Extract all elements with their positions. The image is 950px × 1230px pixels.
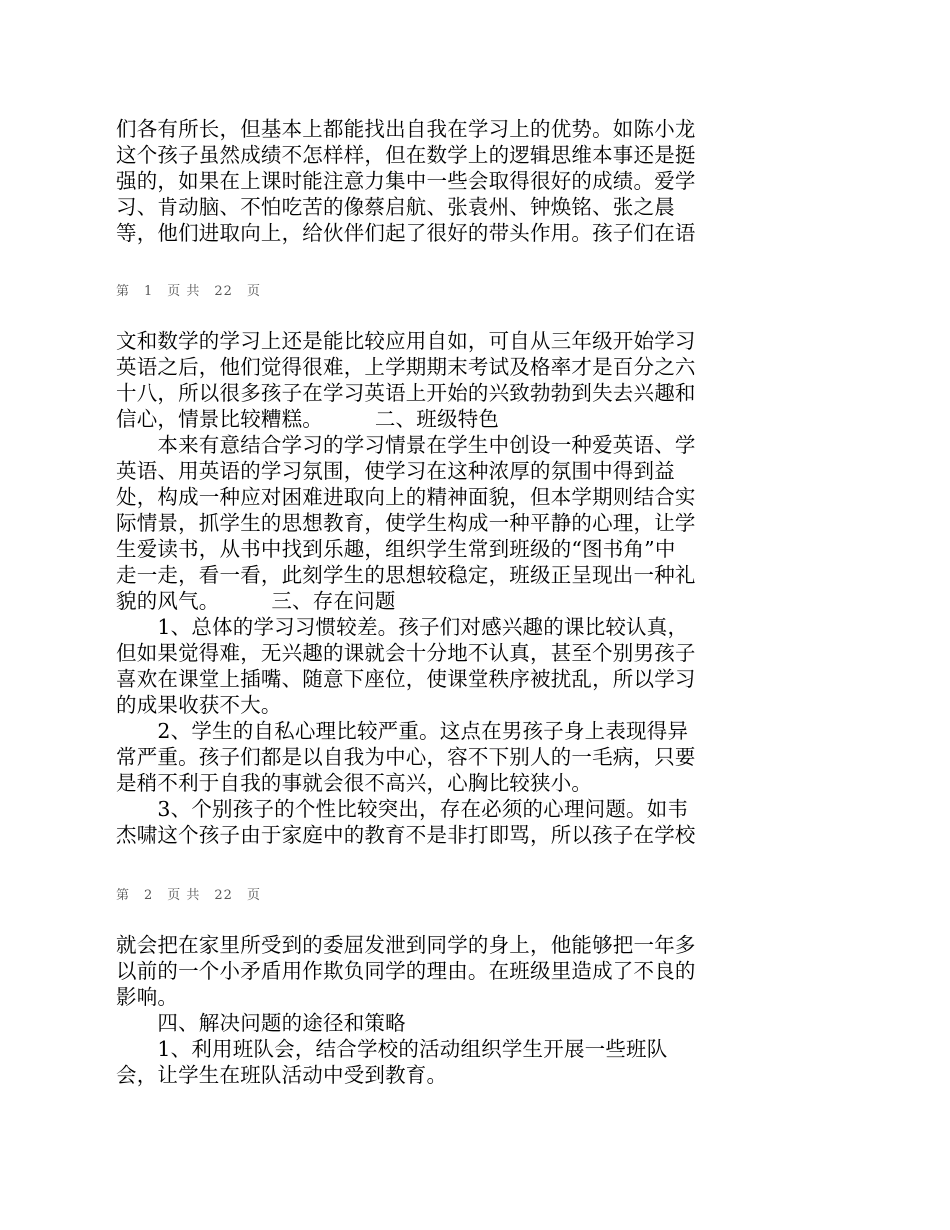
text-line: 2、学生的自私心理比较严重。这点在男孩子身上表现得异 [116, 719, 689, 743]
text-line: 处，构成一种应对困难进取向上的精神面貌，但本学期则结合实 [116, 485, 696, 509]
text-line: 生爱读书，从书中找到乐趣，组织学生常到班级的“图书角”中 [116, 537, 676, 561]
text-line: 杰啸这个孩子由于家庭中的教育不是非打即骂，所以孩子在学校 [116, 823, 696, 847]
text-line: 3、个别孩子的个性比较突出，存在必须的心理问题。如韦 [116, 797, 689, 821]
text-line: 会，让学生在班队活动中受到教育。 [116, 1063, 448, 1087]
text-line: 十八，所以很多孩子在学习英语上开始的兴致勃勃到失去兴趣和 [116, 381, 696, 405]
text-line: 英语之后，他们觉得很难，上学期期末考试及格率才是百分之六 [116, 355, 696, 379]
text-line: 本来有意结合学习的学习情景在学生中创设一种爱英语、学 [116, 433, 696, 457]
text-line: 信心，情景比较糟糕。 二、班级特色 [116, 407, 500, 431]
text-line: 走一走，看一看，此刻学生的思想较稳定，班级正呈现出一种礼 [116, 563, 696, 587]
text-line: 喜欢在课堂上插嘴、随意下座位，使课堂秩序被扰乱，所以学习 [116, 667, 696, 691]
page-footer: 第 1 页 共 22 页 [116, 284, 261, 299]
text-line: 1、总体的学习习惯较差。孩子们对感兴趣的课比较认真， [116, 615, 689, 639]
text-line: 习、肯动脑、不怕吃苦的像蔡启航、张袁州、钟焕铭、张之晨 [116, 195, 675, 219]
text-line: 这个孩子虽然成绩不怎样样，但在数学上的逻辑思维本事还是挺 [116, 143, 696, 167]
text-line: 际情景，抓学生的思想教育，使学生构成一种平静的心理，让学 [116, 511, 696, 535]
text-line: 等，他们进取向上，给伙伴们起了很好的带头作用。孩子们在语 [116, 221, 696, 245]
text-line: 常严重。孩子们都是以自我为中心，容不下别人的一毛病，只要 [116, 745, 696, 769]
text-line: 英语、用英语的学习氛围，使学习在这种浓厚的氛围中得到益 [116, 459, 675, 483]
text-line: 影响。 [116, 985, 179, 1009]
text-line: 貌的风气。 三、存在问题 [116, 589, 396, 613]
text-line: 四、解决问题的途径和策略 [116, 1011, 406, 1035]
page-footer: 第 2 页 共 22 页 [116, 888, 261, 903]
text-line: 1、利用班队会，结合学校的活动组织学生开展一些班队 [116, 1037, 668, 1061]
text-line: 们各有所长，但基本上都能找出自我在学习上的优势。如陈小龙 [116, 117, 696, 141]
text-line: 就会把在家里所受到的委屈发泄到同学的身上，他能够把一年多 [116, 933, 696, 957]
text-line: 以前的一个小矛盾用作欺负同学的理由。在班级里造成了不良的 [116, 959, 696, 983]
text-line: 但如果觉得难，无兴趣的课就会十分地不认真，甚至个别男孩子 [116, 641, 696, 665]
text-line: 是稍不利于自我的事就会很不高兴，心胸比较狭小。 [116, 771, 593, 795]
text-line: 强的，如果在上课时能注意力集中一些会取得很好的成绩。爱学 [116, 169, 696, 193]
text-line: 文和数学的学习上还是能比较应用自如，可自从三年级开始学习 [116, 329, 696, 353]
text-line: 的成果收获不大。 [116, 693, 282, 717]
